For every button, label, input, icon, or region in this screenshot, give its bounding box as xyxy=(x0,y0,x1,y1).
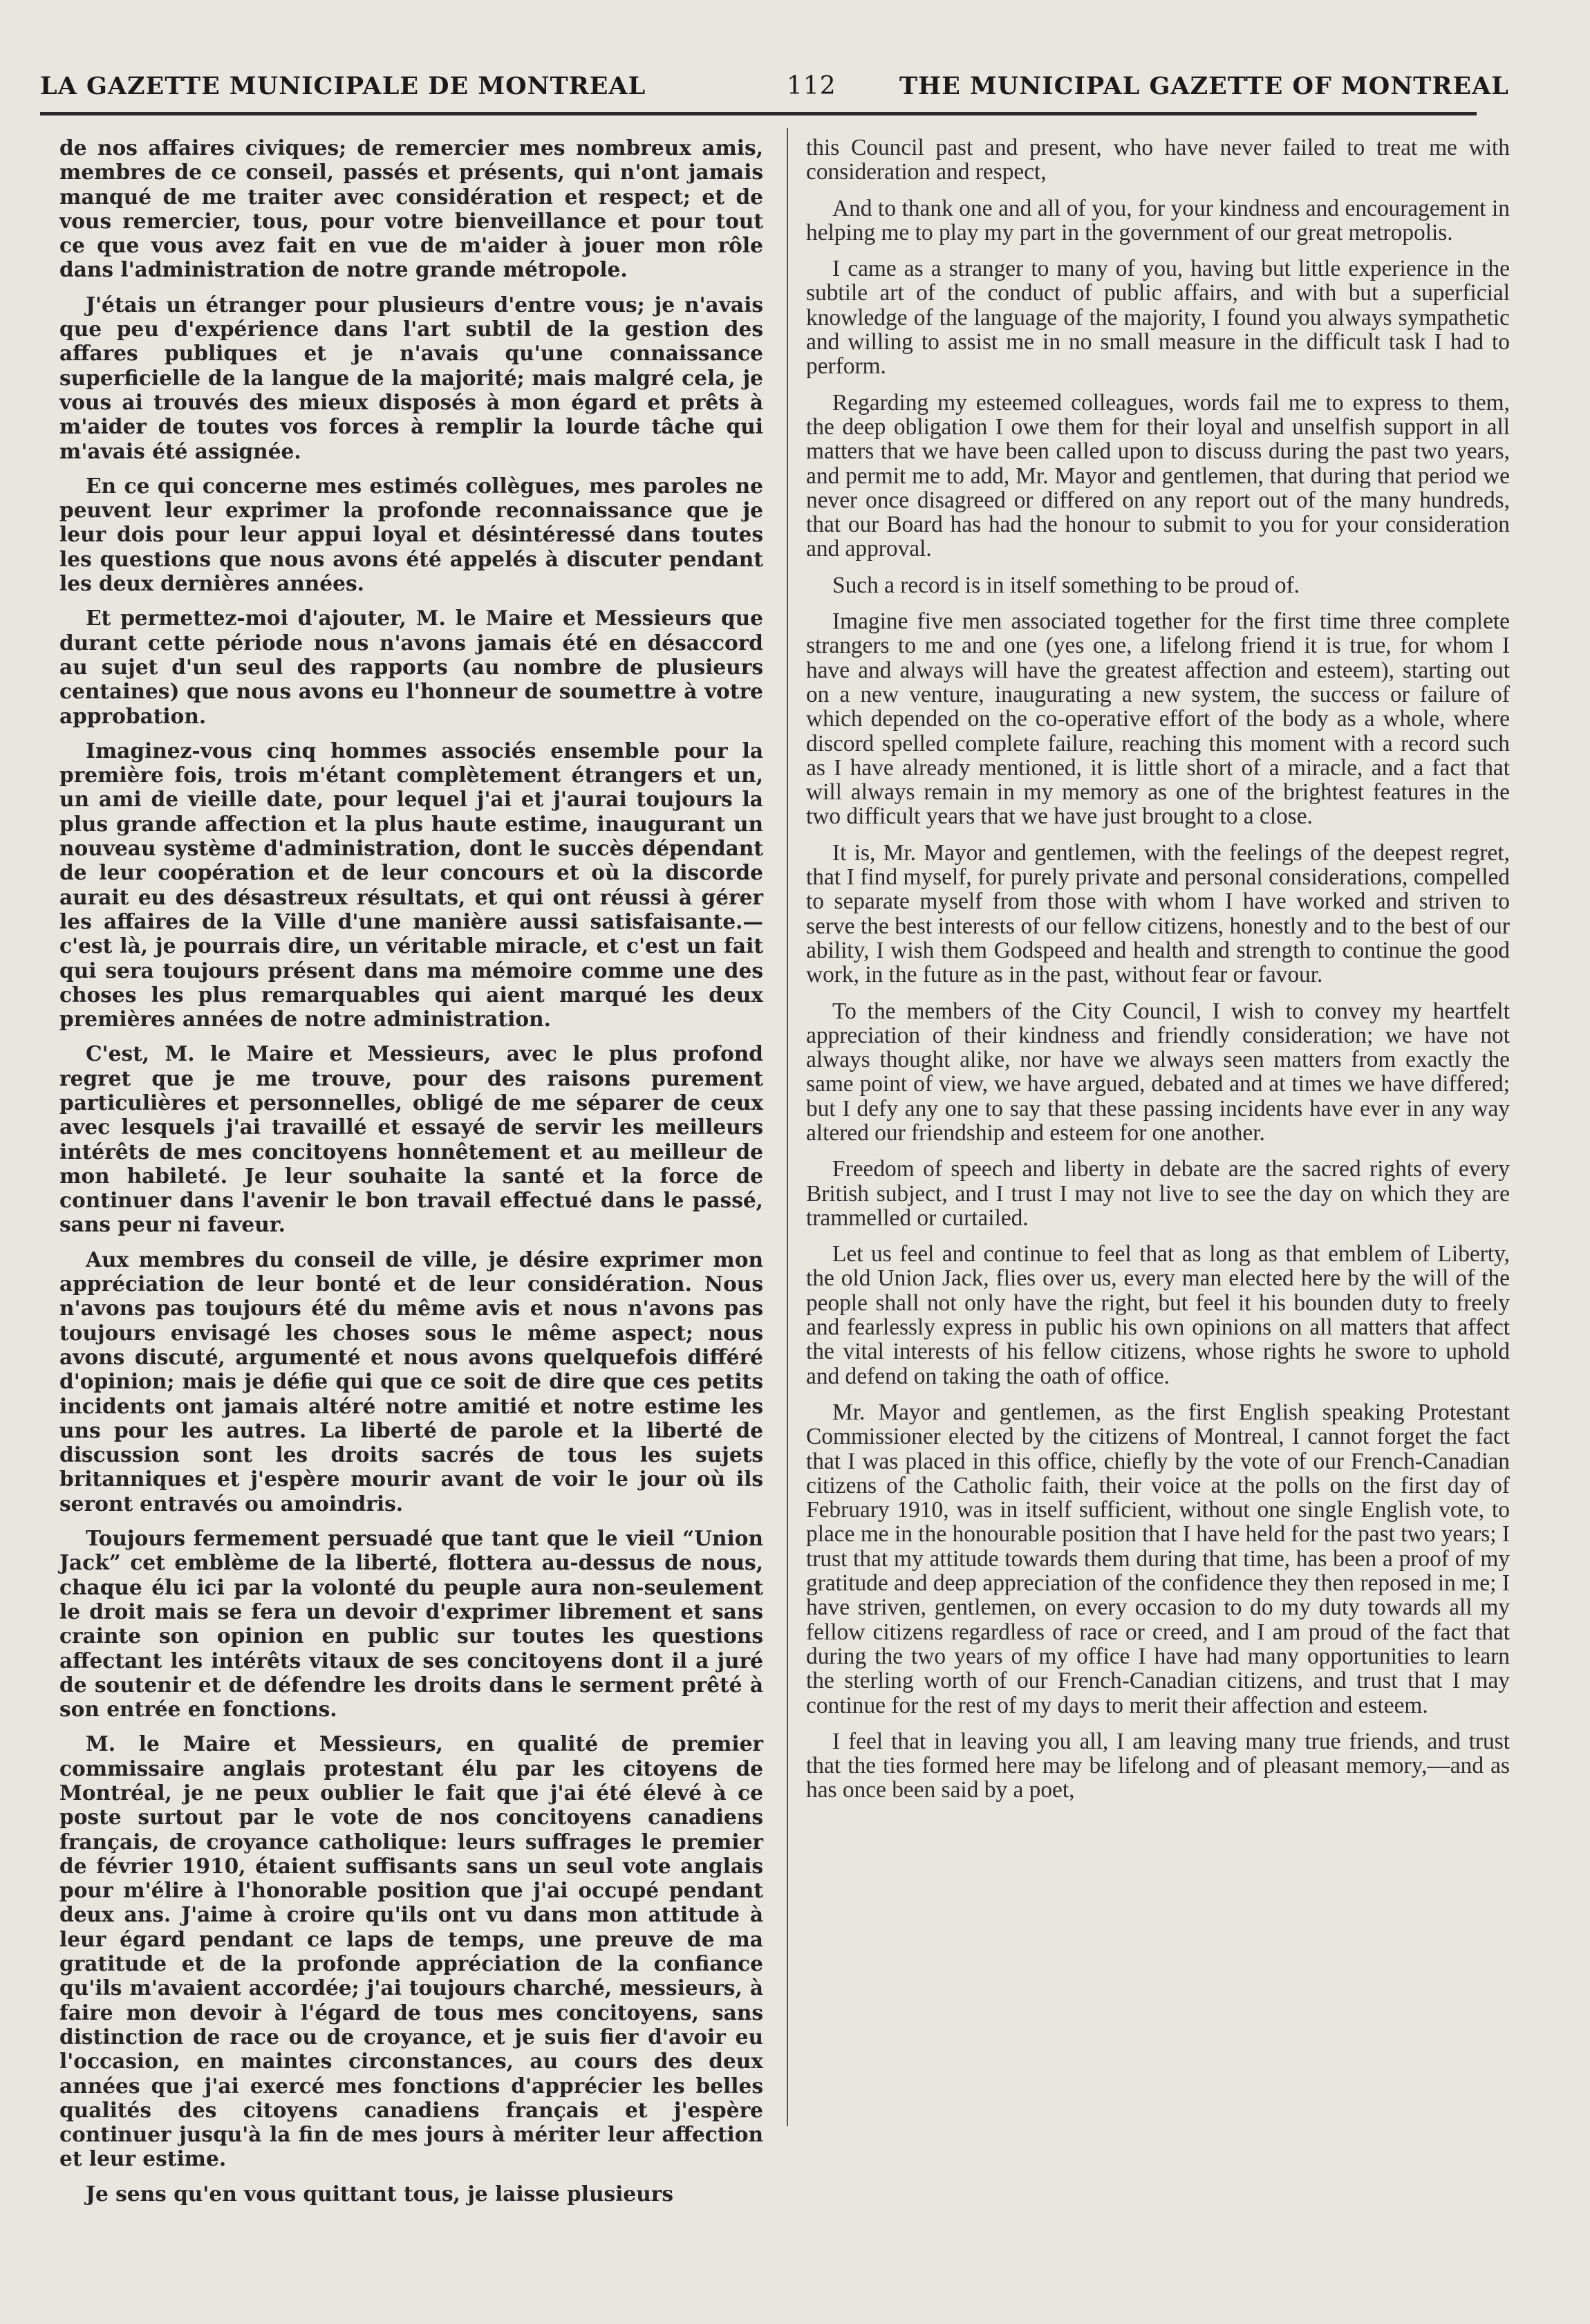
paragraph: C'est, M. le Maire et Messieurs, avec le plus profond regret que je me trouve, pour des raisons purement particulières et personnelles, obligé de me séparer de ceux avec lesquels j'ai travaillé et essayé de servir les meilleurs intérêts de mes concitoyens honnêtement et au meilleur de mon habileté. Je leur souhaite la santé et la force de continuer dans l'avenir le bon travail effectué dans le passé, sans peur ni faveur. xyxy=(59,1041,763,1237)
paragraph: To the members of the City Council, I wish to convey my heartfelt appreciation of their kindness and friendly consideration; we have not always thought alike, nor have we always seen matters from exactly the same point of view, we have argued, debated and at times we have differed; but I defy any one to say that these passing incidents have ever in any way altered our friendship and esteem for one another. xyxy=(806,998,1510,1146)
paragraph: Freedom of speech and liberty in debate are the sacred rights of every British subject, and I trust I may not live to see the day on which they are trammelled or curtailed. xyxy=(806,1156,1510,1231)
page-header xyxy=(40,66,1509,108)
paragraph: Imaginez-vous cinq hommes associés ensemble pour la première fois, trois m'étant complètement étrangers et un, un ami de vieille date, pour lequel j'ai et j'aurai toujours la plus grande affection et la plus haute estime, inaugurant un nouveau système d'administration, dont le succès dépendant de leur coopération et de leur concours et où la discorde aurait eu des désastreux résultats, et qui ont réussi à gérer les affaires de la Ville d'une manière aussi satisfaisante.—c'est là, je pourrais dire, un véritable miracle, et c'est un fait qui sera toujours présent dans ma mémoire comme une des choses les plus remarquables qui aient marqué les deux premières années de notre administration. xyxy=(59,738,763,1032)
paragraph: Aux membres du conseil de ville, je désire exprimer mon appréciation de leur bonté et de leur considération. Nous n'avons pas toujours été du même avis et nous n'avons pas toujours envisagé les choses sous le même aspect; nous avons discuté, argumenté et nous avons quelquefois différé d'opinion; mais je défie qui que ce soit de dire que ces petits incidents ont jamais altéré notre amitié et notre estime les uns pour les autres. La liberté de parole et la liberté de discussion sont les droits sacrés de tous les sujets britanniques et j'espère mourir avant de voir le jour où ils seront entravés ou amoindris. xyxy=(59,1247,763,1516)
paragraph: Regarding my esteemed colleagues, words fail me to express to them, the deep obligation I owe them for their loyal and unselfish support in all matters that we have been called upon to discuss during the past two years, and permit me to add, Mr. Mayor and gentlemen, that during that period we never once disagreed or differed on any report out of the many hundreds, that our Board has had the honour to submit to you for your consideration and approval. xyxy=(806,389,1510,562)
paragraph: En ce qui concerne mes estimés collègues, mes paroles ne peuvent leur exprimer la profonde reconnaissance que je leur dois pour leur appui loyal et désintéressé dans toutes les questions que nous avons été appelés à discuter pendant les deux dernières années. xyxy=(59,473,763,596)
header-rule xyxy=(40,112,1477,115)
english-column xyxy=(806,136,1510,1814)
paragraph: Let us feel and continue to feel that as long as that emblem of Liberty, the old Union Jack, flies over us, every man elected here by the will of the people shall not only have the right, but feel it his bounden duty to freely and fearlessly express in public his own opinions on all matters that affect the vital interests of his fellow citizens, whose rights he swore to uphold and defend on taking the oath of office. xyxy=(806,1241,1510,1389)
paragraph: Mr. Mayor and gentlemen, as the first English speaking Protestant Commissioner elected by the citizens of Montreal, I cannot forget the fact that I was placed in this office, chiefly by the vote of our French-Canadian citizens of the Catholic faith, their voice at the polls on the first day of February 1910, was in itself sufficient, without one single English vote, to place me in the honourable position that I have held for the past two years; I trust that my attitude towards them during that time, has been a proof of my gratitude and deep appreciation of the confidence they then reposed in me; I have striven, gentlemen, on every occasion to do my duty towards all my fellow citizens regardless of race or creed, and I am proud of the fact that during the two years of my office I have had many opportunities to learn the sterling worth of our French-Canadian citizens, and trust that I may continue for the rest of my days to merit their affection and esteem. xyxy=(806,1399,1510,1718)
paragraph: Toujours fermement persuadé que tant que le vieil “Union Jack” cet emblème de la liberté, flottera au-dessus de nous, chaque élu ici par la volonté du peuple aura non-seulement le droit mais se fera un devoir d'exprimer librement et sans crainte son opinion en public sur toutes les questions affectant les intérêts vitaux de ses concitoyens dont il a juré de soutenir et de défendre les droits dans le serment prêté à son entrée en fonctions. xyxy=(59,1526,763,1722)
column-divider xyxy=(787,128,788,2126)
paragraph: this Council past and present, who have never failed to treat me with consideration and respect, xyxy=(806,135,1510,185)
page-number: 112 xyxy=(787,72,836,100)
paragraph: de nos affaires civiques; de remercier mes nombreux amis, membres de ce conseil, passés et présents, qui n'ont jamais manqué de me traiter avec considération et respect; et de vous remercier, tous, pour votre bienveillance et pour tout ce que vous avez fait en vue de m'aider à jouer mon rôle dans l'administration de notre grande métropole. xyxy=(59,136,763,282)
paragraph: J'étais un étranger pour plusieurs d'entre vous; je n'avais que peu d'expérience dans l'art subtil de la gestion des affares publiques et je n'avais qu'une connaissance superficielle de la langue de la majorité; mais malgré cela, je vous ai trouvés des mieux disposés à mon égard et prêts à m'aider de toutes vos forces à remplir la lourde tâche qui m'avais été assignée. xyxy=(59,292,763,463)
header-french-title: LA GAZETTE MUNICIPALE DE MONTREAL xyxy=(40,72,646,100)
paragraph: M. le Maire et Messieurs, en qualité de premier commissaire anglais protestant élu par les citoyens de Montréal, je ne peux oublier le fait que j'ai été élevé à ce poste surtout par le vote de nos concitoyens canadiens français, de croyance catholique: leurs suffrages le premier de février 1910, étaient suffisants sans un seul vote anglais pour m'élire à l'honorable position que j'ai occupé pendant deux ans. J'aime à croire qu'ils ont vu dans mon attitude à leur égard pendant ce laps de temps, une preuve de ma gratitude et de la profonde appréciation de la confiance qu'ils m'avaient accordée; j'ai toujours charché, messieurs, à faire mon devoir à l'égard de tous mes concitoyens, sans distinction de race ou de croyance, et je suis fier d'avoir eu l'occasion, en maintes circonstances, au cours des deux années que j'ai exercé mes fonctions d'apprécier les belles qualités des citoyens canadiens français et j'espère continuer jusqu'à la fin de mes jours à mériter leur affection et leur estime. xyxy=(59,1731,763,2171)
paragraph: Je sens qu'en vous quittant tous, je laisse plusieurs xyxy=(86,2181,673,2206)
paragraph: Et permettez-moi d'ajouter, M. le Maire et Messieurs que durant cette période nous n'avons jamais été en désaccord au sujet d'un seul des rapports (au nombre de plusieurs centaines) que nous avons eu l'honneur de soumettre à votre approbation. xyxy=(59,606,763,728)
paragraph: Imagine five men associated together for the first time three complete strangers to me and one (yes one, a lifelong friend it is true, for whom I have and always will have the greatest affection and esteem), starting out on a new venture, inaugurating a new system, the success or failure of which depended on the co-operative effort of the body as a whole, where discord spelled complete failure, reaching this moment with a record such as I have already mentioned, it is little short of a miracle, and a fact that will always remain in my memory as one of the brightest features in the two difficult years that we have just brought to a close. xyxy=(806,608,1510,830)
french-column xyxy=(59,136,763,2216)
paragraph: I came as a stranger to many of you, having but little experience in the subtile art of the conduct of public affairs, and with but a superficial knowledge of the language of the majority, I found you always sympathetic and willing to assist me in no small measure in the difficult task I had to perform. xyxy=(806,256,1510,380)
paragraph: Such a record is in itself something to be proud of. xyxy=(832,572,1300,598)
header-english-title: THE MUNICIPAL GAZETTE OF MONTREAL xyxy=(899,72,1509,100)
paragraph: And to thank one and all of you, for your kindness and encouragement in helping me to play my part in the government of our great metropolis. xyxy=(806,195,1510,245)
paragraph: I feel that in leaving you all, I am leaving many true friends, and trust that the ties formed here may be lifelong and of pleasant memory,—and as has once been said by a poet, xyxy=(806,1728,1510,1803)
paragraph: It is, Mr. Mayor and gentlemen, with the feelings of the deepest regret, that I find myself, for purely private and personal considerations, compelled to separate myself from those with whom I have worked and striven to serve the best interests of our fellow citizens, honestly and to the best of our ability, I wish them Godspeed and health and strength to continue the good work, in the future as in the past, without fear or favour. xyxy=(806,839,1510,988)
